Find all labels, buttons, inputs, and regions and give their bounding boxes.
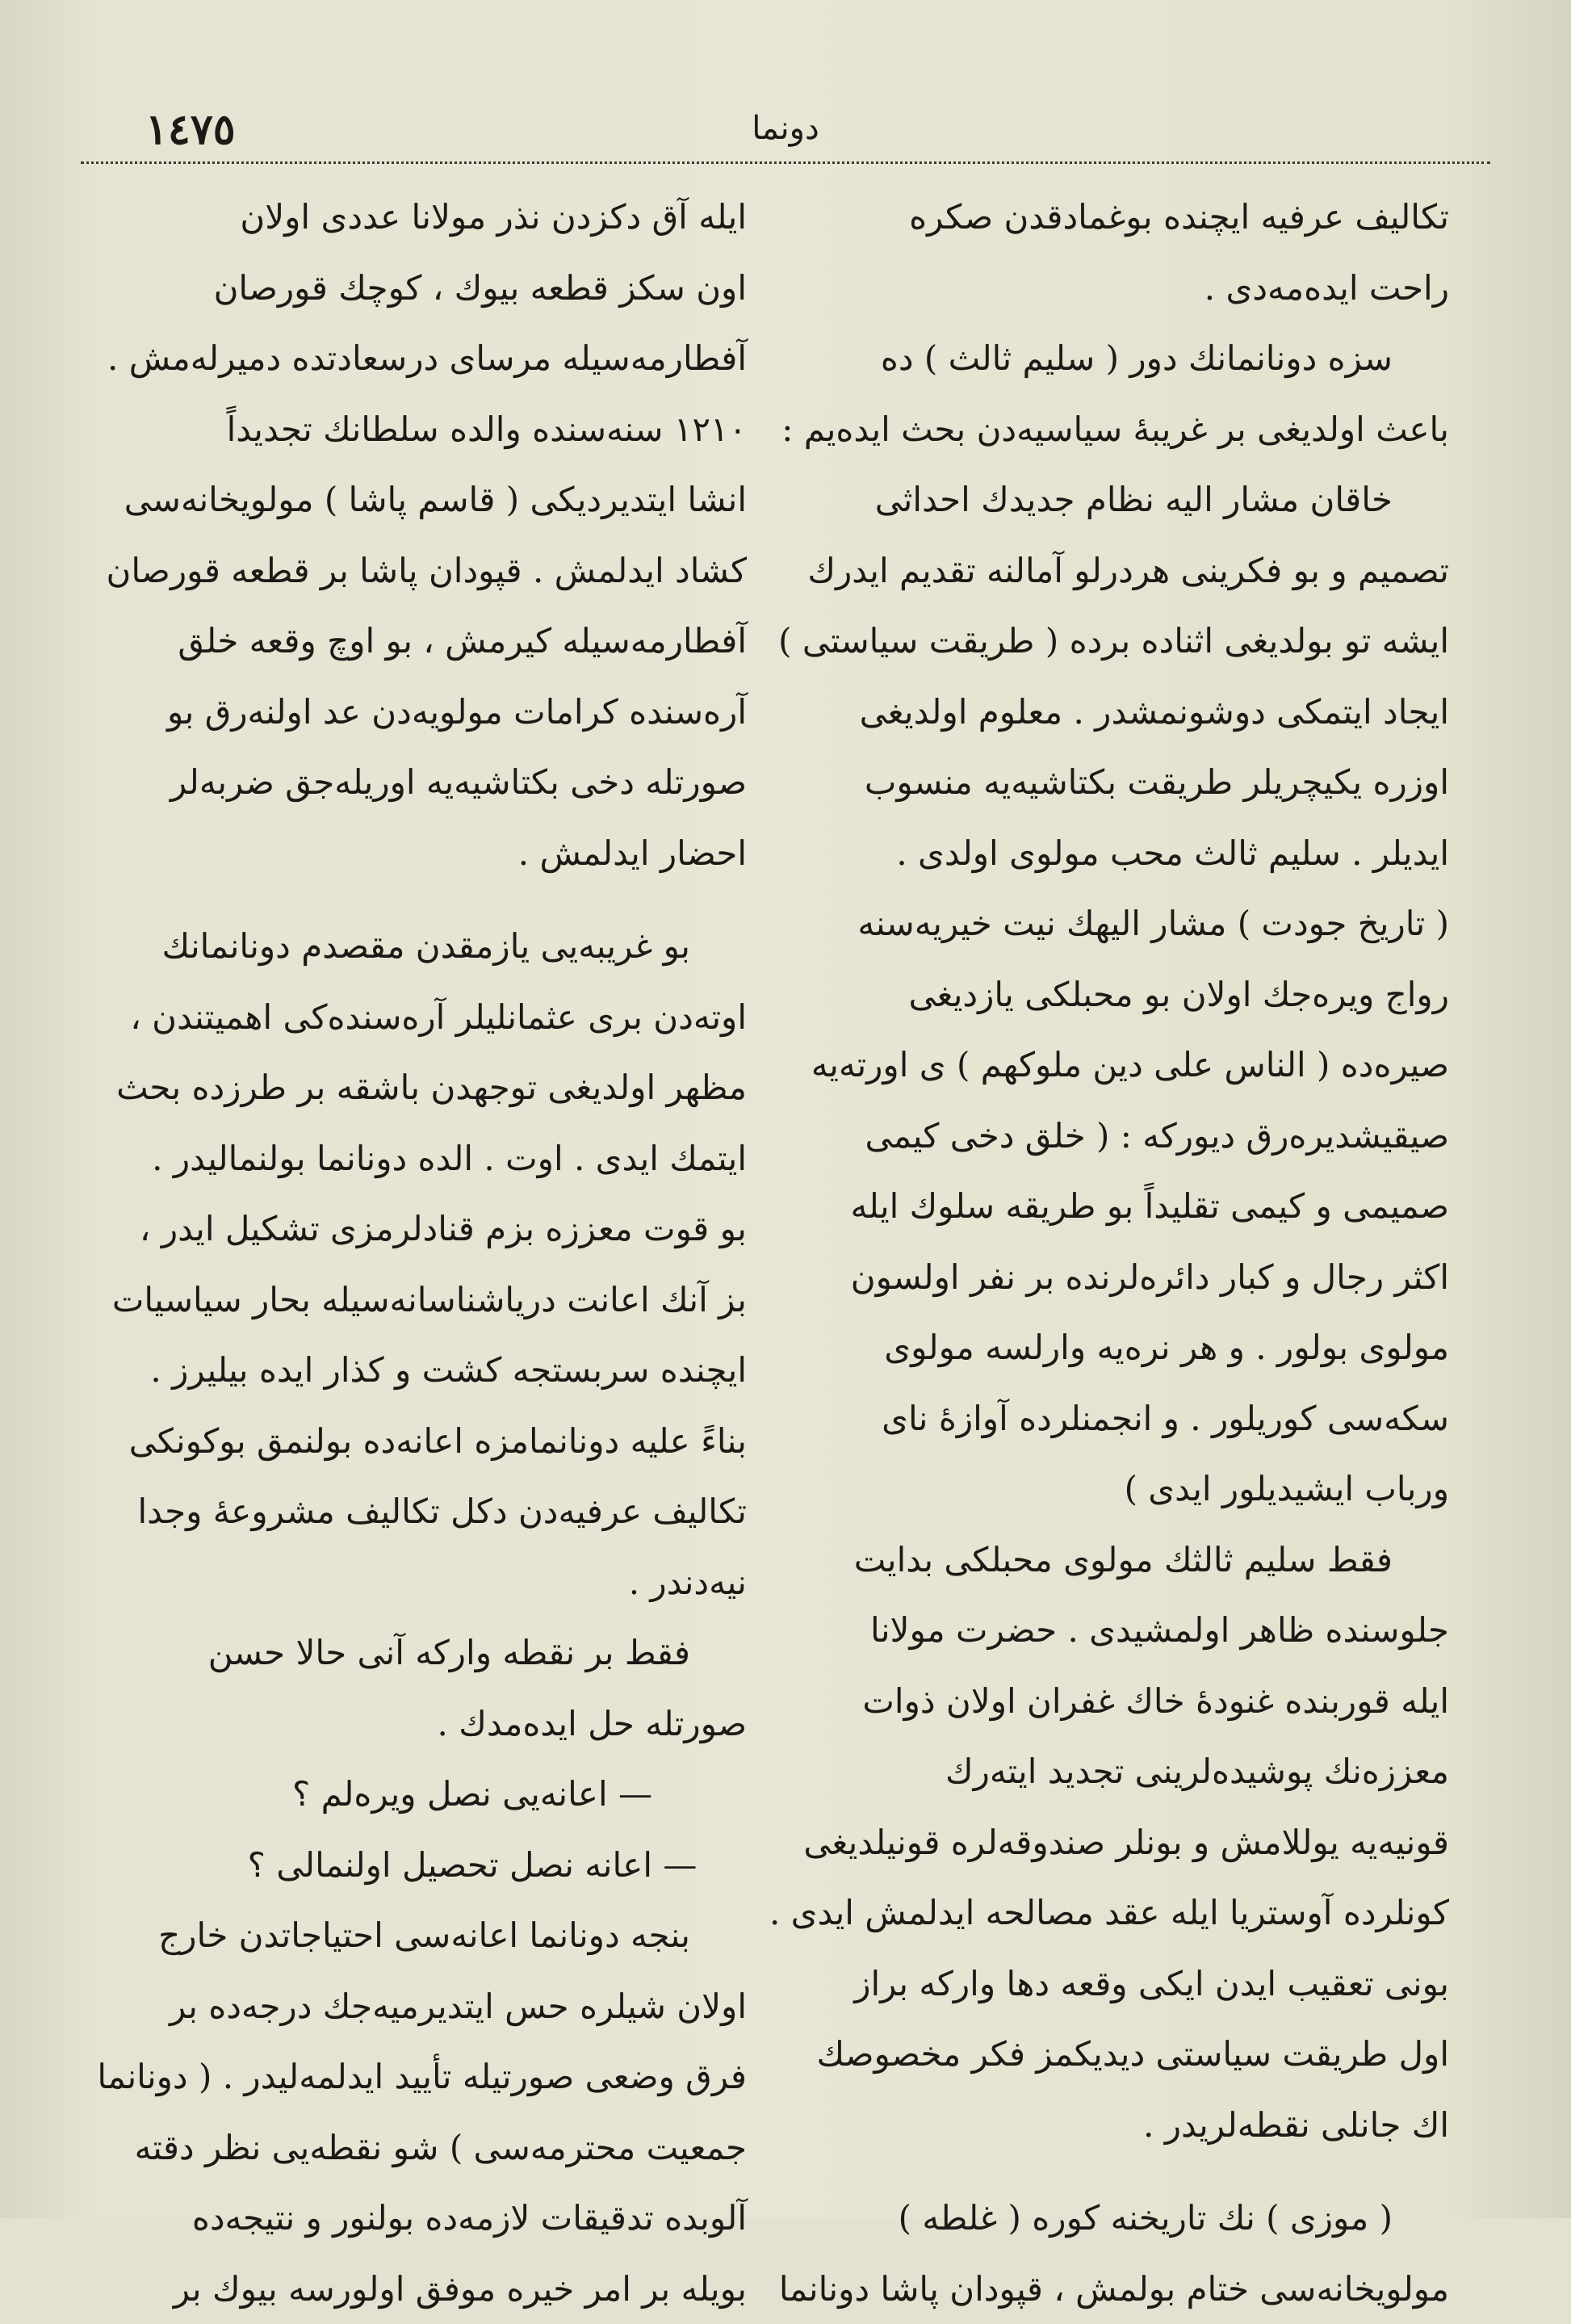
text-line: ایجاد ایتمکی دوشونمشدر . معلوم اولدیغی [803, 677, 1449, 748]
paragraph-gap [803, 2160, 1449, 2183]
text-line: تکالیف عرفیه ایچنده بوغمادقدن صکره [803, 182, 1449, 253]
text-line: اك جانلی نقطه‌لریدر . [803, 2090, 1449, 2161]
text-line: بویله بر امر خیره موفق اولورسه بیوك بر [101, 2254, 747, 2324]
text-line: راحت ایده‌مه‌دی . [803, 253, 1449, 324]
text-line: معززه‌نك پوشیده‌لرینی تجدید ایته‌رك [803, 1736, 1449, 1807]
text-line: نیه‌دندر . [101, 1547, 747, 1618]
page-number: ١٤٧٥ [145, 105, 236, 154]
text-line: کشاد ایدلمش . قپودان پاشا بر قطعه قورصان [101, 535, 747, 606]
text-line: اوزره یکیچریلر طریقت بکتاشیه‌یه منسوب [803, 747, 1449, 818]
text-line: آره‌سنده کرامات مولویه‌دن عد اولنه‌رق بو [101, 677, 747, 748]
page-header [81, 97, 1490, 162]
text-line: سزه دونانمانك دور ( سلیم ثالث ) ده [803, 323, 1449, 394]
text-line: ایشه تو بولدیغی اثناده برده ( طریقت سیاستی ) [803, 606, 1449, 677]
text-line: صیقیشدیره‌رق دیورکه : ( خلق دخی کیمی [803, 1101, 1449, 1172]
left-text-column [101, 182, 747, 2200]
text-line: اون سکز قطعه بیوك ، کوچك قورصان [101, 253, 747, 324]
text-line: انشا ایتدیردیکی ( قاسم پاشا ) مولویخانه‌سی [101, 464, 747, 535]
text-line: مظهر اولدیغی توجهدن باشقه بر طرزده بحث [101, 1052, 747, 1123]
text-line: رواج ویره‌جك اولان بو محبلکی یازدیغی [803, 959, 1449, 1030]
text-line: بو قوت معززه بزم قنادلرمزی تشکیل ایدر ، [101, 1193, 747, 1265]
text-line: ( تاریخ جودت ) مشار الیهك نیت خیریه‌سنه [803, 888, 1449, 959]
text-line: ایله آق دکزدن نذر مولانا عددی اولان [101, 182, 747, 253]
text-line: ایچنده سربستجه کشت و کذار ایده بیلیرز . [101, 1335, 747, 1406]
text-line: خاقان مشار الیه نظام جدیدك احداثی [803, 464, 1449, 535]
text-line: مولویخانه‌سی ختام بولمش ، قپودان پاشا دونانما [803, 2254, 1449, 2324]
text-line: بز آنك اعانت دریاشناسانه‌سیله بحار سیاسیات [101, 1265, 747, 1336]
text-line: ایتمك ایدی . اوت . الده دونانما بولنمالیدر . [101, 1123, 747, 1194]
text-line: جمعیت محترمه‌سی ) شو نقطه‌یی نظر دقته [101, 2112, 747, 2183]
text-line: صورتله حل ایده‌مدك . [101, 1688, 747, 1760]
text-line: — اعانه نصل تحصیل اولنمالی ؟ [101, 1830, 747, 1901]
text-line: تکالیف عرفیه‌دن دکل تکالیف مشروعهٔ وجدا [101, 1476, 747, 1547]
text-line: — اعانه‌یی نصل ویره‌لم ؟ [101, 1759, 747, 1830]
text-line: ایله قوربنده غنودهٔ خاك غفران اولان ذوات [803, 1666, 1449, 1737]
text-line: احضار ایدلمش . [101, 818, 747, 889]
text-line: باعث اولدیغی بر غریبهٔ سیاسیه‌دن بحث ایده‌یم : [803, 394, 1449, 465]
text-line: اول طریقت سیاستی دیدیکمز فکر مخصوصك [803, 2019, 1449, 2090]
text-line: ورباب ایشیدیلور ایدی ) [803, 1454, 1449, 1525]
right-text-column [803, 182, 1449, 2200]
text-line: اکثر رجال و کبار دائره‌لرنده بر نفر اولسون [803, 1242, 1449, 1313]
text-line: قونیه‌یه یوللامش و بونلر صندوقه‌لره قونیلدیغی [803, 1807, 1449, 1878]
text-line: صمیمی و کیمی تقلیداً بو طریقه سلوك ایله [803, 1171, 1449, 1242]
text-line: بناءً علیه دونانمامزه اعانه‌ده بولنمق بوکونکی [101, 1406, 747, 1477]
text-line: اولان شیلره حس ایتدیرمیه‌جك درجه‌ده بر [101, 1971, 747, 2042]
text-line: کونلرده آوستریا ایله عقد مصالحه ایدلمش ایدی . [803, 1877, 1449, 1949]
text-line: اوته‌دن بری عثمانلیلر آره‌سنده‌کی اهمیتندن ، [101, 982, 747, 1053]
header-divider [81, 162, 1490, 164]
text-line: آفطارمه‌سیله کیرمش ، بو اوچ وقعه خلق [101, 606, 747, 677]
text-line: بو غریبه‌یی یازمقدن مقصدم دونانمانك [101, 911, 747, 982]
text-line: جلوسنده ظاهر اولمشیدی . حضرت مولانا [803, 1595, 1449, 1666]
text-line: ایدیلر . سلیم ثالث محب مولوی اولدی . [803, 818, 1449, 889]
text-line: تصمیم و بو فکرینی هردرلو آمالنه تقدیم ایدرك [803, 535, 1449, 606]
text-line: ١٢١٠ سنه‌سنده والده سلطانك تجدیداً [101, 394, 747, 465]
text-line: بنجه دونانما اعانه‌سی احتیاجاتدن خارج [101, 1900, 747, 1971]
text-line: فرق وضعی صورتیله تأیید ایدلمه‌لیدر . ( دونانما [101, 2041, 747, 2112]
text-line: فقط بر نقطه وارکه آنی حالا حسن [101, 1617, 747, 1688]
text-line: آلوبده تدقیقات لازمه‌ده بولنور و نتیجه‌ده [101, 2183, 747, 2254]
running-title: دونما [752, 110, 819, 147]
text-line: سکه‌سی کوریلور . و انجمنلرده آوازهٔ نای [803, 1383, 1449, 1454]
text-line: صیره‌ده ( الناس علی دین ملوکهم ) ی اورته‌یه [803, 1030, 1449, 1101]
text-line: ( موزی ) نك تاریخنه کوره ( غلطه ) [803, 2183, 1449, 2254]
paragraph-gap [101, 888, 747, 911]
text-line: بونی تعقیب ایدن ایکی وقعه دها وارکه براز [803, 1949, 1449, 2020]
text-line: آفطارمه‌سیله مرسای درسعادتده دمیرله‌مش . [101, 323, 747, 394]
text-line: فقط سلیم ثالثك مولوی محبلکی بدایت [803, 1525, 1449, 1596]
text-line: مولوی بولور . و هر نره‌یه وارلسه مولوی [803, 1312, 1449, 1383]
text-line: صورتله دخی بکتاشیه‌یه اوریله‌جق ضربه‌لر [101, 747, 747, 818]
